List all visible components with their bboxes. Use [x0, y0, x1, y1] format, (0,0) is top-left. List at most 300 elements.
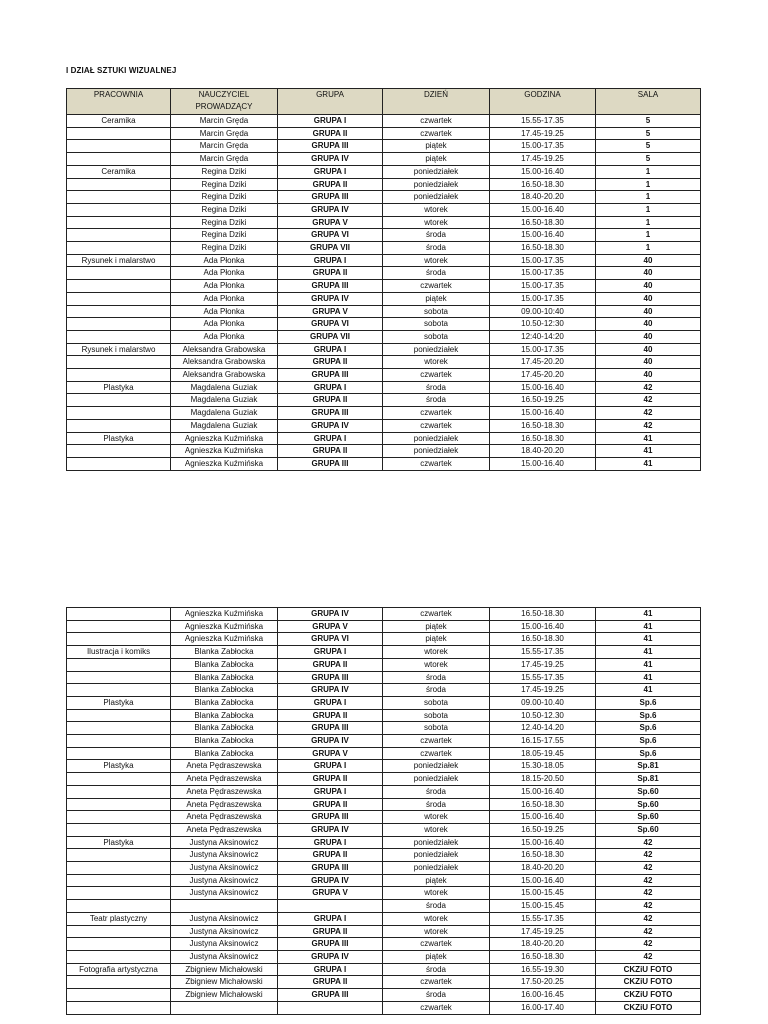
cell-sala: CKZiU FOTO — [596, 1001, 701, 1014]
cell-nauczyciel: Aleksandra Grabowska — [171, 369, 278, 382]
cell-sala: CKZiU FOTO — [596, 963, 701, 976]
cell-sala: 42 — [596, 925, 701, 938]
cell-grupa: GRUPA III — [278, 369, 383, 382]
cell-dzien: wtorek — [383, 254, 490, 267]
cell-sala: 5 — [596, 153, 701, 166]
cell-godzina: 15.00-17.35 — [490, 267, 596, 280]
cell-nauczyciel: Blanka Zabłocka — [171, 722, 278, 735]
cell-sala: CKZiU FOTO — [596, 989, 701, 1002]
cell-sala: Sp.6 — [596, 722, 701, 735]
cell-godzina: 17.45-20.20 — [490, 369, 596, 382]
cell-nauczyciel: Justyna Aksinowicz — [171, 836, 278, 849]
cell-pracownia: Plastyka — [67, 696, 171, 709]
cell-sala: 41 — [596, 633, 701, 646]
cell-godzina: 16.55-19.30 — [490, 963, 596, 976]
table-row — [67, 862, 701, 875]
cell-grupa: GRUPA V — [278, 305, 383, 318]
table-row — [67, 989, 701, 1002]
header-sala: SALA — [596, 89, 701, 115]
cell-godzina: 16.50-18.30 — [490, 419, 596, 432]
table-row — [67, 254, 701, 267]
cell-nauczyciel: Regina Dziki — [171, 178, 278, 191]
cell-godzina: 12:40-14:20 — [490, 330, 596, 343]
cell-pracownia — [67, 140, 171, 153]
cell-dzien: sobota — [383, 305, 490, 318]
cell-dzien: wtorek — [383, 925, 490, 938]
table-row — [67, 292, 701, 305]
table-row — [67, 356, 701, 369]
cell-pracownia — [67, 735, 171, 748]
cell-sala: 41 — [596, 608, 701, 621]
cell-sala: 42 — [596, 950, 701, 963]
cell-nauczyciel: Magdalena Guziak — [171, 394, 278, 407]
cell-sala: 40 — [596, 305, 701, 318]
cell-nauczyciel: Blanka Zabłocka — [171, 735, 278, 748]
cell-godzina: 15.00-16.40 — [490, 785, 596, 798]
cell-pracownia — [67, 216, 171, 229]
cell-dzien: czwartek — [383, 127, 490, 140]
table-row — [67, 343, 701, 356]
cell-pracownia — [67, 709, 171, 722]
table-row — [67, 419, 701, 432]
cell-pracownia — [67, 457, 171, 470]
cell-nauczyciel: Agnieszka Kuźmińska — [171, 608, 278, 621]
cell-pracownia — [67, 305, 171, 318]
cell-dzien: wtorek — [383, 823, 490, 836]
table-row — [67, 330, 701, 343]
table-row — [67, 620, 701, 633]
cell-grupa — [278, 900, 383, 913]
cell-sala: 1 — [596, 191, 701, 204]
cell-godzina: 16.50-18.30 — [490, 432, 596, 445]
cell-dzien: czwartek — [383, 735, 490, 748]
cell-dzien: poniedziałek — [383, 445, 490, 458]
cell-sala: 42 — [596, 849, 701, 862]
cell-nauczyciel: Justyna Aksinowicz — [171, 938, 278, 951]
cell-sala: Sp.60 — [596, 798, 701, 811]
cell-godzina: 16.00-17.40 — [490, 1001, 596, 1014]
cell-sala: 5 — [596, 140, 701, 153]
cell-sala: 1 — [596, 203, 701, 216]
cell-sala: 41 — [596, 684, 701, 697]
table-row — [67, 178, 701, 191]
cell-godzina: 10.50-12.30 — [490, 709, 596, 722]
cell-nauczyciel: Aneta Pędraszewska — [171, 760, 278, 773]
cell-pracownia — [67, 989, 171, 1002]
table-row — [67, 242, 701, 255]
table-row — [67, 684, 701, 697]
cell-godzina: 15.00-16.40 — [490, 836, 596, 849]
cell-grupa: GRUPA VI — [278, 229, 383, 242]
cell-pracownia — [67, 419, 171, 432]
cell-godzina: 16.50-18.30 — [490, 242, 596, 255]
cell-godzina: 17.45-19.25 — [490, 658, 596, 671]
cell-sala: 1 — [596, 242, 701, 255]
cell-pracownia — [67, 356, 171, 369]
cell-godzina: 15.55-17.35 — [490, 646, 596, 659]
cell-grupa: GRUPA IV — [278, 153, 383, 166]
cell-grupa: GRUPA I — [278, 963, 383, 976]
table-row — [67, 381, 701, 394]
cell-sala: 42 — [596, 874, 701, 887]
cell-sala: 5 — [596, 115, 701, 128]
cell-dzien: czwartek — [383, 419, 490, 432]
cell-sala: Sp.6 — [596, 735, 701, 748]
cell-dzien: poniedziałek — [383, 849, 490, 862]
cell-dzien: wtorek — [383, 887, 490, 900]
cell-nauczyciel: Justyna Aksinowicz — [171, 950, 278, 963]
cell-grupa: GRUPA I — [278, 696, 383, 709]
cell-godzina: 15.00-15.45 — [490, 900, 596, 913]
cell-sala: 42 — [596, 887, 701, 900]
cell-nauczyciel: Justyna Aksinowicz — [171, 912, 278, 925]
cell-dzien: środa — [383, 381, 490, 394]
cell-nauczyciel: Zbigniew Michałowski — [171, 976, 278, 989]
cell-godzina: 16.50-18.30 — [490, 798, 596, 811]
cell-nauczyciel: Aleksandra Grabowska — [171, 343, 278, 356]
table-row — [67, 608, 701, 621]
cell-pracownia — [67, 976, 171, 989]
cell-sala: 5 — [596, 127, 701, 140]
cell-nauczyciel: Blanka Zabłocka — [171, 747, 278, 760]
cell-pracownia — [67, 773, 171, 786]
cell-pracownia: Rysunek i malarstwo — [67, 343, 171, 356]
cell-dzien: piątek — [383, 153, 490, 166]
cell-pracownia — [67, 722, 171, 735]
cell-godzina: 15.00-16.40 — [490, 203, 596, 216]
header-row — [67, 89, 701, 115]
cell-pracownia — [67, 811, 171, 824]
cell-sala: 40 — [596, 356, 701, 369]
cell-pracownia — [67, 938, 171, 951]
header-nauczyciel-line1: NAUCZYCIEL — [198, 90, 250, 99]
cell-dzien: czwartek — [383, 976, 490, 989]
cell-grupa: GRUPA I — [278, 254, 383, 267]
cell-sala: 1 — [596, 178, 701, 191]
cell-grupa: GRUPA III — [278, 811, 383, 824]
cell-pracownia — [67, 178, 171, 191]
table-row — [67, 671, 701, 684]
table-row — [67, 369, 701, 382]
cell-dzien: czwartek — [383, 369, 490, 382]
cell-grupa: GRUPA II — [278, 267, 383, 280]
cell-nauczyciel: Blanka Zabłocka — [171, 671, 278, 684]
table-row — [67, 874, 701, 887]
table-row — [67, 963, 701, 976]
cell-sala: 40 — [596, 343, 701, 356]
cell-grupa: GRUPA VI — [278, 318, 383, 331]
cell-nauczyciel — [171, 1001, 278, 1014]
cell-grupa: GRUPA I — [278, 165, 383, 178]
cell-sala: 41 — [596, 646, 701, 659]
table-row — [67, 165, 701, 178]
cell-dzien: poniedziałek — [383, 165, 490, 178]
cell-dzien: środa — [383, 963, 490, 976]
cell-dzien: wtorek — [383, 203, 490, 216]
cell-pracownia — [67, 242, 171, 255]
cell-grupa: GRUPA II — [278, 773, 383, 786]
cell-nauczyciel: Magdalena Guziak — [171, 407, 278, 420]
cell-sala: Sp.81 — [596, 760, 701, 773]
cell-nauczyciel: Ada Płonka — [171, 330, 278, 343]
table-row — [67, 773, 701, 786]
cell-godzina: 17.45-19.25 — [490, 925, 596, 938]
cell-godzina: 09.00-10:40 — [490, 305, 596, 318]
cell-nauczyciel: Justyna Aksinowicz — [171, 849, 278, 862]
cell-nauczyciel: Ada Płonka — [171, 292, 278, 305]
table-row — [67, 735, 701, 748]
cell-sala: 40 — [596, 254, 701, 267]
cell-godzina: 15.00-16.40 — [490, 811, 596, 824]
cell-nauczyciel: Marcin Gręda — [171, 127, 278, 140]
cell-grupa: GRUPA I — [278, 343, 383, 356]
cell-pracownia — [67, 620, 171, 633]
cell-dzien: poniedziałek — [383, 773, 490, 786]
cell-nauczyciel: Zbigniew Michałowski — [171, 989, 278, 1002]
cell-grupa: GRUPA II — [278, 356, 383, 369]
cell-godzina: 17.50-20.25 — [490, 976, 596, 989]
cell-pracownia — [67, 191, 171, 204]
cell-pracownia — [67, 684, 171, 697]
cell-dzien: sobota — [383, 330, 490, 343]
cell-grupa: GRUPA III — [278, 862, 383, 875]
cell-nauczyciel: Agnieszka Kuźmińska — [171, 620, 278, 633]
cell-dzien: czwartek — [383, 747, 490, 760]
cell-pracownia: Ilustracja i komiks — [67, 646, 171, 659]
cell-pracownia — [67, 900, 171, 913]
table-row — [67, 457, 701, 470]
cell-sala: Sp.60 — [596, 811, 701, 824]
cell-pracownia — [67, 229, 171, 242]
cell-dzien: poniedziałek — [383, 862, 490, 875]
cell-dzien: wtorek — [383, 356, 490, 369]
cell-pracownia: Ceramika — [67, 165, 171, 178]
table-row — [67, 976, 701, 989]
cell-pracownia: Rysunek i malarstwo — [67, 254, 171, 267]
cell-godzina: 18.05-19.45 — [490, 747, 596, 760]
cell-dzien: sobota — [383, 722, 490, 735]
cell-pracownia: Plastyka — [67, 760, 171, 773]
cell-pracownia: Fotografia artystyczna — [67, 963, 171, 976]
cell-dzien: czwartek — [383, 457, 490, 470]
cell-nauczyciel: Blanka Zabłocka — [171, 658, 278, 671]
cell-godzina: 18.40-20.20 — [490, 445, 596, 458]
table-row — [67, 445, 701, 458]
cell-pracownia: Plastyka — [67, 836, 171, 849]
cell-sala: 1 — [596, 216, 701, 229]
cell-nauczyciel: Ada Płonka — [171, 254, 278, 267]
cell-grupa: GRUPA III — [278, 671, 383, 684]
cell-grupa: GRUPA V — [278, 747, 383, 760]
cell-godzina: 15.00-17.35 — [490, 140, 596, 153]
cell-pracownia — [67, 127, 171, 140]
table-row — [67, 305, 701, 318]
cell-pracownia — [67, 671, 171, 684]
header-dzien: DZIEŃ — [383, 89, 490, 115]
cell-sala: 42 — [596, 900, 701, 913]
table-row — [67, 127, 701, 140]
cell-dzien: piątek — [383, 633, 490, 646]
cell-nauczyciel: Regina Dziki — [171, 165, 278, 178]
table-row — [67, 407, 701, 420]
header-nauczyciel — [171, 89, 278, 115]
cell-nauczyciel: Blanka Zabłocka — [171, 684, 278, 697]
cell-godzina: 15.00-16.40 — [490, 874, 596, 887]
table-row — [67, 709, 701, 722]
cell-grupa: GRUPA V — [278, 887, 383, 900]
table-row — [67, 140, 701, 153]
cell-grupa: GRUPA III — [278, 722, 383, 735]
cell-godzina: 15.00-15.45 — [490, 887, 596, 900]
cell-godzina: 12.40-14.20 — [490, 722, 596, 735]
header-nauczyciel-line2: PROWADZĄCY — [195, 101, 253, 111]
cell-dzien: czwartek — [383, 1001, 490, 1014]
cell-grupa: GRUPA IV — [278, 950, 383, 963]
cell-godzina: 17.45-19.25 — [490, 153, 596, 166]
cell-dzien: poniedziałek — [383, 343, 490, 356]
cell-nauczyciel: Aneta Pędraszewska — [171, 811, 278, 824]
cell-sala: 42 — [596, 938, 701, 951]
cell-grupa: GRUPA III — [278, 407, 383, 420]
cell-dzien: środa — [383, 785, 490, 798]
cell-sala: Sp.81 — [596, 773, 701, 786]
cell-dzien: poniedziałek — [383, 191, 490, 204]
cell-grupa: GRUPA I — [278, 381, 383, 394]
cell-grupa: GRUPA II — [278, 798, 383, 811]
cell-sala: Sp.6 — [596, 709, 701, 722]
cell-godzina: 16.15-17.55 — [490, 735, 596, 748]
cell-nauczyciel: Agnieszka Kuźmińska — [171, 457, 278, 470]
cell-grupa: GRUPA IV — [278, 203, 383, 216]
table-row — [67, 203, 701, 216]
cell-grupa: GRUPA IV — [278, 823, 383, 836]
cell-godzina: 17.45-19.25 — [490, 684, 596, 697]
cell-sala: 40 — [596, 280, 701, 293]
cell-godzina: 16.50-18.30 — [490, 216, 596, 229]
table-row — [67, 153, 701, 166]
cell-nauczyciel: Agnieszka Kuźmińska — [171, 633, 278, 646]
cell-grupa: GRUPA II — [278, 976, 383, 989]
table-row — [67, 267, 701, 280]
cell-pracownia — [67, 798, 171, 811]
cell-dzien: czwartek — [383, 938, 490, 951]
cell-grupa: GRUPA II — [278, 394, 383, 407]
table-row — [67, 849, 701, 862]
table-row — [67, 115, 701, 128]
cell-godzina: 15.00-16.40 — [490, 165, 596, 178]
cell-sala: Sp.6 — [596, 747, 701, 760]
cell-godzina: 15.30-18.05 — [490, 760, 596, 773]
cell-grupa: GRUPA IV — [278, 735, 383, 748]
table-row — [67, 722, 701, 735]
cell-dzien: wtorek — [383, 658, 490, 671]
cell-grupa: GRUPA V — [278, 620, 383, 633]
cell-nauczyciel: Justyna Aksinowicz — [171, 874, 278, 887]
cell-pracownia — [67, 862, 171, 875]
cell-dzien: piątek — [383, 620, 490, 633]
cell-pracownia — [67, 445, 171, 458]
cell-nauczyciel: Aneta Pędraszewska — [171, 773, 278, 786]
cell-godzina: 15.55-17.35 — [490, 912, 596, 925]
cell-pracownia — [67, 925, 171, 938]
cell-dzien: piątek — [383, 140, 490, 153]
cell-pracownia — [67, 887, 171, 900]
table-row — [67, 633, 701, 646]
cell-nauczyciel: Regina Dziki — [171, 216, 278, 229]
cell-grupa: GRUPA II — [278, 178, 383, 191]
cell-nauczyciel: Ada Płonka — [171, 280, 278, 293]
header-pracownia: PRACOWNIA — [67, 89, 171, 115]
cell-grupa: GRUPA III — [278, 457, 383, 470]
cell-godzina: 18.15-20.50 — [490, 773, 596, 786]
cell-sala: 42 — [596, 381, 701, 394]
cell-sala: 42 — [596, 394, 701, 407]
cell-godzina: 16.50-18.30 — [490, 849, 596, 862]
cell-dzien: środa — [383, 242, 490, 255]
cell-sala: 1 — [596, 165, 701, 178]
cell-pracownia — [67, 292, 171, 305]
cell-sala: Sp.6 — [596, 696, 701, 709]
cell-dzien: sobota — [383, 696, 490, 709]
table-row — [67, 696, 701, 709]
cell-godzina: 15.00-17.35 — [490, 343, 596, 356]
cell-sala: 42 — [596, 419, 701, 432]
cell-dzien: piątek — [383, 292, 490, 305]
cell-pracownia — [67, 823, 171, 836]
cell-godzina: 15.00-16.40 — [490, 381, 596, 394]
cell-pracownia — [67, 153, 171, 166]
cell-sala: 40 — [596, 267, 701, 280]
cell-dzien: czwartek — [383, 280, 490, 293]
cell-grupa: GRUPA I — [278, 115, 383, 128]
cell-godzina: 15.55-17.35 — [490, 671, 596, 684]
cell-dzien: środa — [383, 798, 490, 811]
cell-grupa: GRUPA I — [278, 785, 383, 798]
cell-nauczyciel: Blanka Zabłocka — [171, 696, 278, 709]
cell-nauczyciel: Regina Dziki — [171, 203, 278, 216]
cell-godzina: 18.40-20.20 — [490, 191, 596, 204]
cell-godzina: 15.00-16.40 — [490, 229, 596, 242]
cell-pracownia — [67, 369, 171, 382]
table-row — [67, 216, 701, 229]
cell-pracownia — [67, 1001, 171, 1014]
cell-nauczyciel: Aneta Pędraszewska — [171, 785, 278, 798]
cell-godzina: 16.50-18.30 — [490, 608, 596, 621]
cell-grupa: GRUPA IV — [278, 419, 383, 432]
cell-pracownia — [67, 874, 171, 887]
table-row — [67, 938, 701, 951]
cell-nauczyciel: Regina Dziki — [171, 242, 278, 255]
cell-nauczyciel: Justyna Aksinowicz — [171, 862, 278, 875]
table-row — [67, 1001, 701, 1014]
cell-pracownia — [67, 747, 171, 760]
cell-grupa: GRUPA III — [278, 938, 383, 951]
cell-godzina: 15.00-16.40 — [490, 457, 596, 470]
cell-grupa: GRUPA III — [278, 191, 383, 204]
cell-pracownia — [67, 267, 171, 280]
cell-pracownia — [67, 394, 171, 407]
schedule-table-1-body — [67, 115, 701, 471]
cell-nauczyciel: Aneta Pędraszewska — [171, 798, 278, 811]
cell-dzien: środa — [383, 267, 490, 280]
cell-dzien: poniedziałek — [383, 760, 490, 773]
cell-nauczyciel: Ada Płonka — [171, 305, 278, 318]
cell-dzien: czwartek — [383, 407, 490, 420]
cell-nauczyciel: Marcin Gręda — [171, 140, 278, 153]
cell-nauczyciel: Magdalena Guziak — [171, 419, 278, 432]
cell-pracownia — [67, 785, 171, 798]
cell-godzina: 16.50-18.30 — [490, 633, 596, 646]
